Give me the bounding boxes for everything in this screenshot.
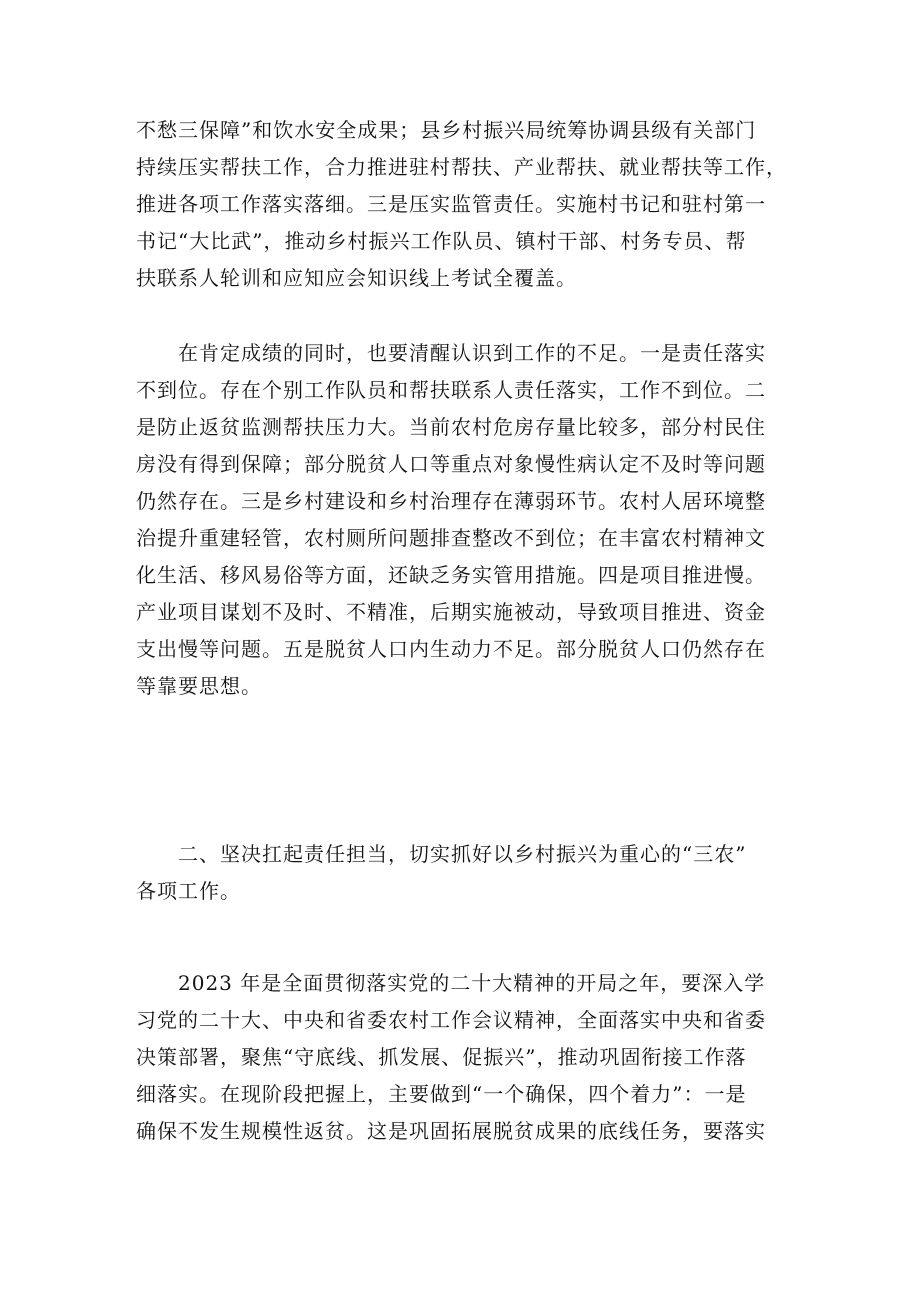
text-line: 仍然存在。三是乡村建设和乡村治理存在薄弱环节。农村人居环境整 (136, 489, 766, 513)
text-line: 等靠要思想。 (136, 674, 262, 698)
paragraph-1 (136, 112, 796, 297)
text-line: 是防止返贫监测帮扶压力大。当前农村危房存量比较多，部分村民住 (136, 415, 766, 439)
text-line: 习党的二十大、中央和省委农村工作会议精神，全面落实中央和省委 (136, 1008, 766, 1032)
text-line: 房没有得到保障；部分脱贫人口等重点对象慢性病认定不及时等问题 (136, 452, 766, 476)
text-line: 治提升重建轻管，农村厕所问题排查整改不到位；在丰富农村精神文 (136, 526, 766, 550)
text-line: 各项工作。 (136, 879, 241, 903)
text-line: 二、坚决扛起责任担当，切实抓好以乡村振兴为重心的“三农” (178, 842, 747, 866)
text-line: 在肯定成绩的同时，也要清醒认识到工作的不足。一是责任落实 (178, 341, 766, 365)
section-heading (136, 836, 796, 910)
text-line: 不愁三保障”和饮水安全成果；县乡村振兴局统筹协调县级有关部门 (136, 118, 757, 142)
text-line: 推进各项工作落实落细。三是压实监管责任。实施村书记和驻村第一 (136, 192, 766, 216)
text-line: 2023 年是全面贯彻落实党的二十大精神的开局之年，要深入学 (178, 971, 766, 995)
text-line: 决策部署，聚焦“守底线、抓发展、促振兴”，推动巩固衔接工作落 (136, 1045, 747, 1069)
text-line: 确保不发生规模性返贫。这是巩固拓展脱贫成果的底线任务，要落实 (136, 1119, 766, 1143)
paragraph-2 (136, 335, 796, 705)
text-line: 细落实。在现阶段把握上，主要做到“一个确保，四个着力”：一是 (136, 1082, 747, 1106)
text-line: 书记“大比武”，推动乡村振兴工作队员、镇村干部、村务专员、帮 (136, 229, 747, 253)
paragraph-3 (136, 965, 796, 1150)
text-line: 化生活、移风易俗等方面，还缺乏务实管用措施。四是项目推进慢。 (136, 563, 766, 587)
text-line: 扶联系人轮训和应知应会知识线上考试全覆盖。 (136, 266, 577, 290)
text-line: 持续压实帮扶工作，合力推进驻村帮扶、产业帮扶、就业帮扶等工作， (136, 155, 787, 179)
text-line: 产业项目谋划不及时、不精准，后期实施被动，导致项目推进、资金 (136, 600, 766, 624)
text-line: 不到位。存在个别工作队员和帮扶联系人责任落实，工作不到位。二 (136, 378, 766, 402)
text-line: 支出慢等问题。五是脱贫人口内生动力不足。部分脱贫人口仍然存在 (136, 637, 766, 661)
